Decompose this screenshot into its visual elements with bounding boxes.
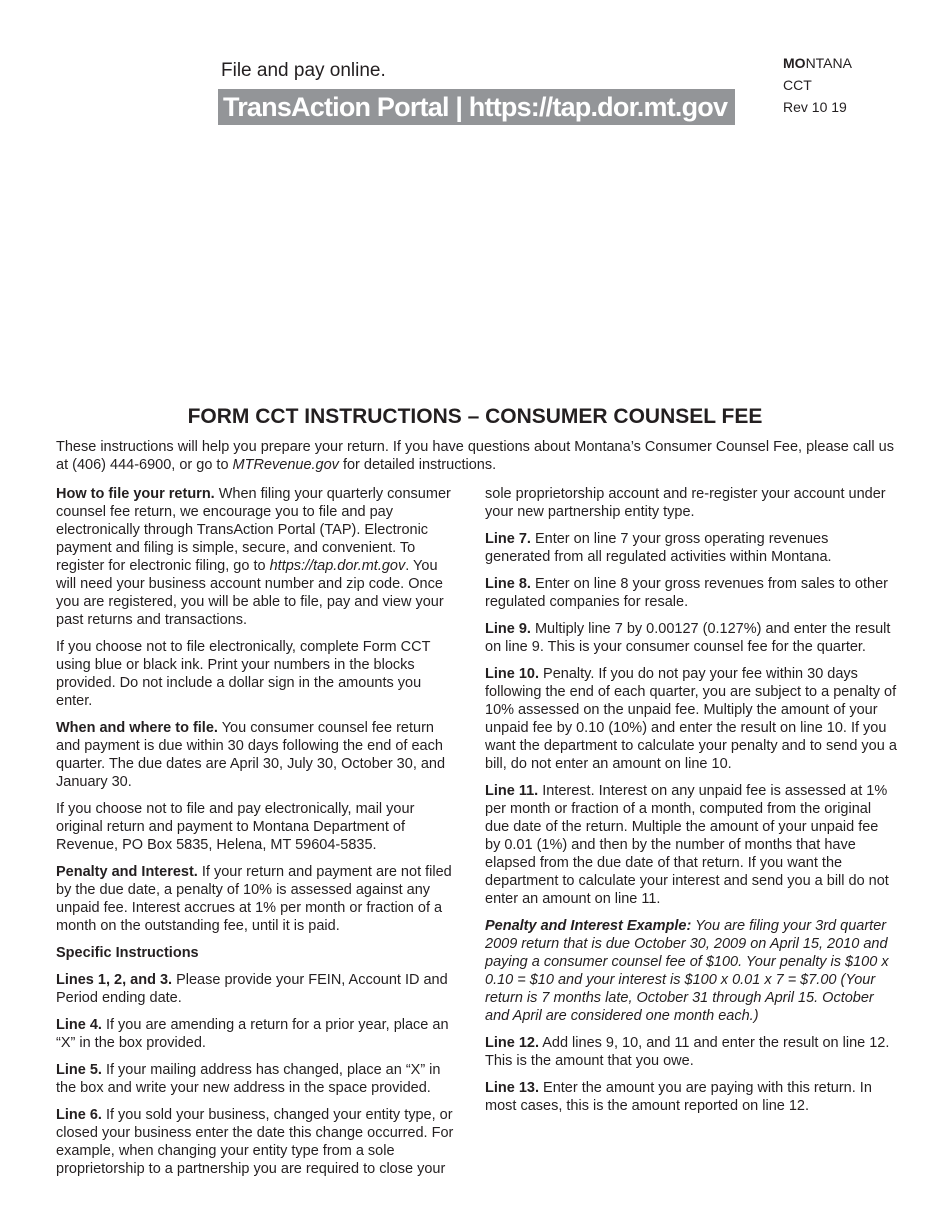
line-6-text: If you sold your business, changed your entity type, or closed your business enter the date this change occurred. For example, when changing your entity type from a sole proprietorship to a partnership you are required to close your bbox=[56, 1107, 454, 1177]
line-11-label: Line 11. bbox=[485, 783, 539, 799]
line-9-paragraph bbox=[485, 620, 897, 656]
line-12-text: Add lines 9, 10, and 11 and enter the result on line 12. This is the amount that you owe. bbox=[485, 1035, 890, 1069]
line-10-label: Line 10. bbox=[485, 666, 539, 682]
how-to-file-text-end: . You will need your business account number and zip code. Once you are registered, you will be able to file, pay and view your past returns and transactions. bbox=[56, 558, 444, 628]
state-name-rest: NTANA bbox=[805, 55, 852, 71]
line-8-paragraph bbox=[485, 575, 897, 611]
how-to-file-heading: How to file your return. bbox=[56, 486, 215, 502]
line-4-paragraph bbox=[56, 1016, 461, 1052]
penalty-example-text: You are filing your 3rd quarter 2009 return that is due October 30, 2009 on April 15, 2010 and paying a consumer counsel fee of $100. Your penalty is $100 x 0.10 = $10 and your interest is $100 x 0.01 x 7 = $7.00 (Your return is 7 months late, October 31 through April 15. October and April are considered one month each.) bbox=[485, 918, 889, 1024]
intro-paragraph bbox=[56, 438, 906, 474]
penalty-interest-text: If your return and payment are not filed by the due date, a penalty of 10% is assessed against any unpaid fee. Interest accrues at 1% per month or fraction of a month on the outstanding fee, until it is paid. bbox=[56, 864, 452, 934]
line-9-label: Line 9. bbox=[485, 621, 531, 637]
line-10-paragraph bbox=[485, 665, 897, 773]
when-where-heading: When and where to file. bbox=[56, 720, 218, 736]
line-5-label: Line 5. bbox=[56, 1062, 102, 1078]
how-to-file-paragraph bbox=[56, 485, 461, 629]
paper-filing-paragraph: If you choose not to file electronically, complete Form CCT using blue or black ink. Print your numbers in the blocks provided. Do not include a dollar sign in the amounts you enter. bbox=[56, 639, 431, 709]
intro-text: These instructions will help you prepare your return. If you have questions about Montana’s Consumer Counsel Fee, please call us at (406) 444-6900, or go to bbox=[56, 439, 894, 473]
line-7-label: Line 7. bbox=[485, 531, 531, 547]
document-title: FORM CCT INSTRUCTIONS – CONSUMER COUNSEL FEE bbox=[187, 405, 763, 428]
penalty-interest-heading: Penalty and Interest. bbox=[56, 864, 198, 880]
mtrevenue-link[interactable]: MTRevenue.gov bbox=[232, 457, 339, 473]
how-to-file-text: When filing your quarterly consumer counsel fee return, we encourage you to file and pay electronically through TransAction Portal (TAP). Electronic payment and filing is simple, secure, and convenient. To register for electronic filing, go to bbox=[56, 486, 451, 574]
line-13-text: Enter the amount you are paying with this return. In most cases, this is the amount reported on line 12. bbox=[485, 1080, 872, 1114]
specific-instructions-heading: Specific Instructions bbox=[56, 945, 199, 961]
mail-paragraph: If you choose not to file and pay electronically, mail your original return and payment to Montana Department of Revenue, PO Box 5835, Helena, MT 59604-5835. bbox=[56, 801, 415, 853]
revision: Rev 10 19 bbox=[783, 99, 847, 115]
line-13-label: Line 13. bbox=[485, 1080, 539, 1096]
line-6-label: Line 6. bbox=[56, 1107, 102, 1123]
right-column bbox=[485, 485, 897, 1124]
line-11-text: Interest. Interest on any unpaid fee is assessed at 1% per month or fraction of a month, computed from the original due date of the return. Multiple the amount of your unpaid fee by 0.01 (1%) and then by the number of months that have elapsed from the due date of that return. If you want the department to calculate your interest and send you a bill do not enter an amount on line 11. bbox=[485, 783, 889, 907]
lines-1-3-label: Lines 1, 2, and 3. bbox=[56, 972, 173, 988]
line-10-text: Penalty. If you do not pay your fee within 30 days following the end of each quarter, you are subject to a penalty of 10% assessed on the unpaid fee. Multiply the amount of your unpaid fee by 0.10 (10%) and enter the result on line 10. If you want the department to calculate your penalty and to send you a bill, do not enter an amount on line 10. bbox=[485, 666, 897, 772]
tagline: File and pay online. bbox=[221, 60, 386, 81]
line-4-label: Line 4. bbox=[56, 1017, 102, 1033]
penalty-example-heading: Penalty and Interest Example: bbox=[485, 918, 692, 934]
when-where-text: You consumer counsel fee return and payment is due within 30 days following the end of each quarter. The due dates are April 30, July 30, October 30, and January 30. bbox=[56, 720, 446, 790]
state-name-bold: MO bbox=[783, 55, 806, 71]
line-4-text: If you are amending a return for a prior year, place an “X” in the box provided. bbox=[56, 1017, 449, 1051]
intro-text-end: for detailed instructions. bbox=[338, 457, 497, 473]
line-6-paragraph bbox=[56, 1106, 461, 1178]
left-column bbox=[56, 485, 461, 1187]
line-12-paragraph bbox=[485, 1034, 897, 1070]
form-code: CCT bbox=[783, 77, 812, 93]
line-11-paragraph bbox=[485, 782, 897, 908]
line-7-paragraph bbox=[485, 530, 897, 566]
lines-1-3-text: Please provide your FEIN, Account ID and Period ending date. bbox=[56, 972, 448, 1006]
form-identifier bbox=[783, 52, 852, 118]
line-9-text: Multiply line 7 by 0.00127 (0.127%) and enter the result on line 9. This is your consumer counsel fee for the quarter. bbox=[485, 621, 891, 655]
line-13-paragraph bbox=[485, 1079, 897, 1115]
line-5-paragraph bbox=[56, 1061, 461, 1097]
penalty-interest-paragraph bbox=[56, 863, 461, 935]
penalty-example-paragraph bbox=[485, 917, 897, 1025]
line-7-text: Enter on line 7 your gross operating revenues generated from all regulated activities within Montana. bbox=[485, 531, 832, 565]
line-6-continued: sole proprietorship account and re-register your account under your new partnership entity type. bbox=[485, 486, 886, 520]
line-8-label: Line 8. bbox=[485, 576, 531, 592]
line-12-label: Line 12. bbox=[485, 1035, 539, 1051]
tap-link[interactable]: https://tap.dor.mt.gov bbox=[269, 558, 406, 574]
line-8-text: Enter on line 8 your gross revenues from sales to other regulated companies for resale. bbox=[485, 576, 888, 610]
portal-banner[interactable]: TransAction Portal | https://tap.dor.mt.gov bbox=[218, 89, 735, 125]
when-where-paragraph bbox=[56, 719, 461, 791]
lines-1-3-paragraph bbox=[56, 971, 461, 1007]
state-name bbox=[783, 52, 852, 74]
line-5-text: If your mailing address has changed, place an “X” in the box and write your new address in the space provided. bbox=[56, 1062, 441, 1096]
